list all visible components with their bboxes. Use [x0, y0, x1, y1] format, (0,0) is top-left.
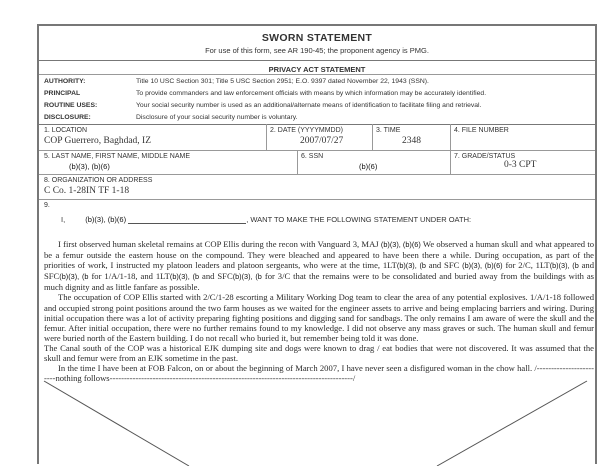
oath-suffix: , WANT TO MAKE THE FOLLOWING STATEMENT UNDER OATH:	[246, 215, 472, 224]
body-redaction: (b)(3), (b)(6)	[462, 261, 503, 271]
privacy-label: AUTHORITY:	[44, 78, 86, 85]
diagonal-line-left	[44, 381, 189, 466]
diagonal-line-right	[437, 381, 587, 466]
form-title: SWORN STATEMENT	[261, 32, 373, 44]
item9-label: 9.	[44, 202, 50, 209]
sworn-statement-form	[37, 24, 597, 464]
body-redaction: (b)(3), (b)(6)	[380, 240, 421, 249]
time-value: 2348	[402, 136, 421, 146]
oath-name-redaction: (b)(3), (b)(6)	[85, 215, 127, 224]
body-redaction: (b)(3), (b	[59, 272, 89, 282]
body-text-run: and SFC	[44, 260, 595, 282]
file-number-label: 4. FILE NUMBER	[454, 127, 509, 134]
organization-label: 8. ORGANIZATION OR ADDRESS	[44, 177, 153, 184]
grade-value: 0-3 CPT	[504, 160, 537, 170]
body-text-run: I first observed human skeletal remains at COP Ellis during the recon with Vanguard 3, MAJ	[58, 239, 379, 249]
paragraph-3: The Canal south of the COP was a historical EJK dumping site and dogs were known to drag / eat bodies that were not discovered. It was assumed that the skull and femur were from an EJK sometime in the past.	[44, 342, 594, 364]
privacy-label: DISCLOSURE:	[44, 114, 91, 121]
privacy-text: To provide commanders and law enforcement officials with means by which information may be accurately identified.	[136, 90, 487, 97]
body-text-run: and SFC	[428, 260, 460, 271]
name-redaction: (b)(3), (b)(6)	[69, 162, 110, 171]
organization-value: C Co. 1-28IN TF 1-18	[44, 186, 130, 196]
body-text-run: for 1/A/1-18, and 1LT	[91, 271, 170, 282]
date-value: 2007/07/27	[300, 136, 344, 146]
ssn-redaction: (b)(6)	[359, 162, 378, 171]
privacy-text: Title 10 USC Section 301; Title 5 USC Section 2951; E.O. 9397 dated November 22, 1943 (SSN).	[136, 78, 429, 85]
date-label: 2. DATE (YYYYMMDD)	[270, 127, 343, 134]
body-redaction: (b)(3), (b	[169, 272, 200, 282]
paragraph-4: In the time I have been at FOB Falcon, on or about the beginning of March 2007, I have never seen a disfigured woman in the chow hall. /------------------------nothing follows-------------------------------------------------------------------------------------/	[44, 363, 594, 384]
form-subtitle: For use of this form, see AR 190-45; the proponent agency is PMG.	[205, 46, 429, 55]
location-label: 1. LOCATION	[44, 127, 88, 134]
privacy-label: ROUTINE USES:	[44, 102, 98, 109]
name-label: 5. LAST NAME, FIRST NAME, MIDDLE NAME	[44, 153, 190, 160]
oath-prefix: I,	[61, 215, 66, 224]
paragraph-2: The occupation of COP Ellis started with 2/C/1-28 escorting a Military Working Dog team to clear the area of any potential explosives. 1/A/1-18 followed and occupied strong point positions around the two farm houses as we waited for the engineer assets to arrive and being emplacing barriers and wiring. During initial occupation there was a lot of activity preparing fighting positions and digging sand for sandbags. The only remains I am aware of were the skull and the femur. After initial occupation, there were no further remains found to my knowledge. I did not observe any mass graves or such. The human skull and femur were buried north of the Eastern building. I do not recall who buried it, but remember being told it was done.	[44, 292, 594, 343]
body-text-run: We observed a human skull and what appeared to be a femur outside the eastern house on the compound. They were bleached and appeared to have been there a while. During occupation, as part of the priorities of work, I instructed my platoon leaders and platoon sergeants, who were at the time, 1LT	[44, 239, 595, 271]
body-redaction: (b)(3), (b	[396, 261, 426, 271]
privacy-text: Disclosure of your social security number is voluntary.	[136, 114, 298, 121]
ssn-label: 6. SSN	[301, 153, 324, 160]
grade-label: 7. GRADE/STATUS	[454, 153, 516, 160]
body-text-run: for 3/C that the remains were to be consolidated and buried away from the buildings with as much dignity and as little fanfare as possible.	[44, 271, 595, 293]
body-text-run: and SFC	[202, 271, 233, 282]
privacy-act-title: PRIVACY ACT STATEMENT	[268, 65, 366, 74]
body-redaction: (b)(3), (b	[232, 272, 262, 282]
body-text-run: for 2/C, 1LT	[505, 260, 550, 271]
time-label: 3. TIME	[376, 127, 401, 134]
privacy-label: PRINCIPAL	[44, 90, 81, 97]
location-value: COP Guerrero, Baghdad, IZ	[44, 136, 152, 146]
body-redaction: (b)(3), (b	[549, 261, 579, 271]
privacy-text: Your social security number is used as an additional/alternate means of identification to facilitate filing and retrieval.	[136, 102, 482, 109]
unused-space-diagonal-lines	[39, 26, 599, 466]
